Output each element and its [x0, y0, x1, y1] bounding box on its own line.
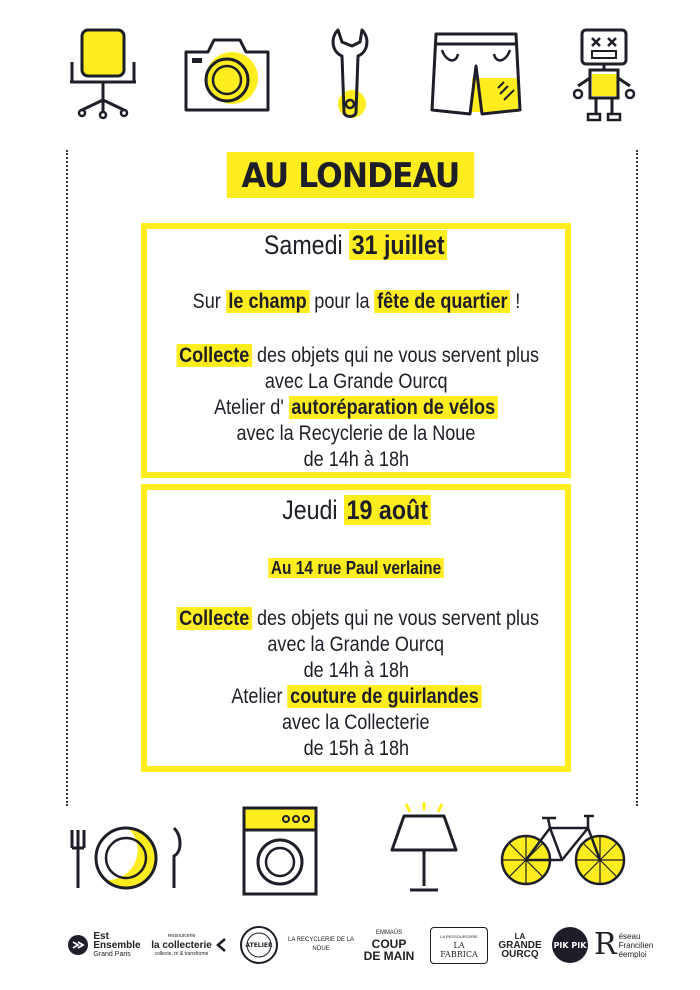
emmaus-text: EMMAÜS [375, 929, 403, 936]
event2-collect-hours [147, 658, 565, 683]
event1-date-highlight: 31 juillet [350, 230, 448, 260]
bicycle-icon [500, 808, 626, 888]
reseau-line2: Francilien [618, 940, 654, 950]
event2-date-day: Jeudi [281, 495, 338, 525]
lamp-icon [384, 800, 464, 898]
collecterie-name: la collecterie [151, 939, 212, 951]
pikpik-text: PIK PIK [553, 941, 587, 950]
grande-ourcq-line3: OURCQ [501, 948, 539, 960]
logo-pikpik [548, 920, 592, 970]
logo-coup-de-main [358, 920, 420, 970]
grande-ourcq-line1: LA [514, 931, 526, 941]
wrench-icon [326, 24, 376, 124]
coup-text: COUP [371, 936, 407, 951]
fabrica-top: LA RESSOURCERIE [440, 933, 478, 939]
event1-location [147, 289, 565, 314]
collecterie-top: ressourcerie [167, 932, 196, 939]
reseau-r-glyph: R [594, 927, 617, 962]
event1-hours-text: de 14h à 18h [303, 448, 409, 471]
logo-reseau-francilien [594, 920, 660, 970]
left-dotted-divider [66, 150, 68, 806]
est-ensemble-line2: Ensemble [93, 939, 141, 951]
event1-workshop-pre: Atelier d' [214, 396, 284, 419]
event1-workshop-partner [147, 421, 565, 446]
event2-collect-text: des objets qui ne vous servent plus [256, 607, 540, 630]
collecterie-sub: collecte, tri & transforme [154, 950, 209, 957]
title-wrap [0, 152, 700, 198]
event1-date [147, 230, 565, 260]
event2-address-text: Au 14 rue Paul verlaine [268, 558, 444, 578]
event2-workshop-highlight: couture de guirlandes [287, 685, 481, 708]
office-chair-icon [68, 22, 138, 120]
event1-collect-highlight: Collecte [177, 344, 252, 367]
collecterie-arrow-icon [215, 937, 227, 953]
washing-machine-icon [242, 806, 318, 898]
logo-recyclerie [286, 920, 356, 970]
partner-logos [60, 920, 660, 970]
event1-collect-partner-text: avec La Grande Ourcq [264, 370, 448, 393]
shorts-icon [428, 30, 524, 120]
page-title: AU LONDEAU [226, 152, 473, 198]
plate-cutlery-icon [66, 822, 186, 892]
event2-workshop-hours [147, 736, 565, 761]
event-box-august [141, 484, 571, 772]
est-ensemble-icon [67, 934, 89, 956]
reseau-line3: éemploi [618, 949, 647, 959]
pikpik-badge-icon [550, 925, 590, 965]
event1-location-place: le champ [225, 290, 308, 313]
event2-workshop-hours-text: de 15h à 18h [303, 737, 409, 760]
event1-workshop-highlight: autoréparation de vélos [289, 396, 498, 419]
event2-date [147, 495, 565, 525]
camera-icon [182, 32, 272, 114]
event2-collect-hours-text: de 14h à 18h [303, 659, 409, 682]
est-ensemble-line1: Est [93, 930, 109, 942]
event1-collect-text: des objets qui ne vous servent plus [256, 344, 540, 367]
event1-location-pre: Sur [192, 290, 221, 313]
robot-icon [572, 24, 636, 124]
event1-collect [147, 343, 565, 368]
event2-collect-partner [147, 632, 565, 657]
event1-location-mid: pour la [313, 290, 370, 313]
event2-collect-highlight: Collecte [177, 607, 252, 630]
event2-workshop-pre: Atelier [230, 685, 283, 708]
event1-workshop-partner-text: avec la Recyclerie de la Noue [236, 422, 476, 445]
event1-location-post: ! [514, 290, 520, 313]
event1-workshop [147, 395, 565, 420]
right-dotted-divider [636, 150, 638, 806]
event-box-july [141, 223, 571, 478]
event1-hours [147, 447, 565, 472]
atelier-text: ATELIER [245, 942, 273, 949]
logo-atelier [236, 920, 282, 970]
event2-collect-partner-text: avec la Grande Ourcq [267, 633, 445, 656]
event2-address [147, 556, 565, 581]
event2-workshop [147, 684, 565, 709]
est-ensemble-line3: Grand Paris [93, 950, 131, 958]
logo-collecterie [148, 920, 230, 970]
logo-grande-ourcq [494, 920, 546, 970]
atelier-badge-icon [239, 925, 279, 965]
event2-collect [147, 606, 565, 631]
event1-collect-partner [147, 369, 565, 394]
recyclerie-text: LA RECYCLERIE DE LA NOUE [287, 937, 355, 952]
reseau-line1: éseau [618, 931, 641, 941]
event1-date-day: Samedi [264, 230, 344, 260]
logo-est-ensemble [60, 920, 148, 970]
de-main-text: DE MAIN [363, 948, 415, 963]
fabrica-name: LA FABRICA [440, 940, 478, 959]
logo-la-fabrica [430, 920, 488, 970]
grande-ourcq-line2: GRANDE [498, 939, 542, 951]
event2-workshop-partner [147, 710, 565, 735]
event1-location-occasion: fête de quartier [374, 290, 510, 313]
event2-date-highlight: 19 août [344, 495, 430, 525]
event2-workshop-partner-text: avec la Collecterie [282, 711, 430, 734]
